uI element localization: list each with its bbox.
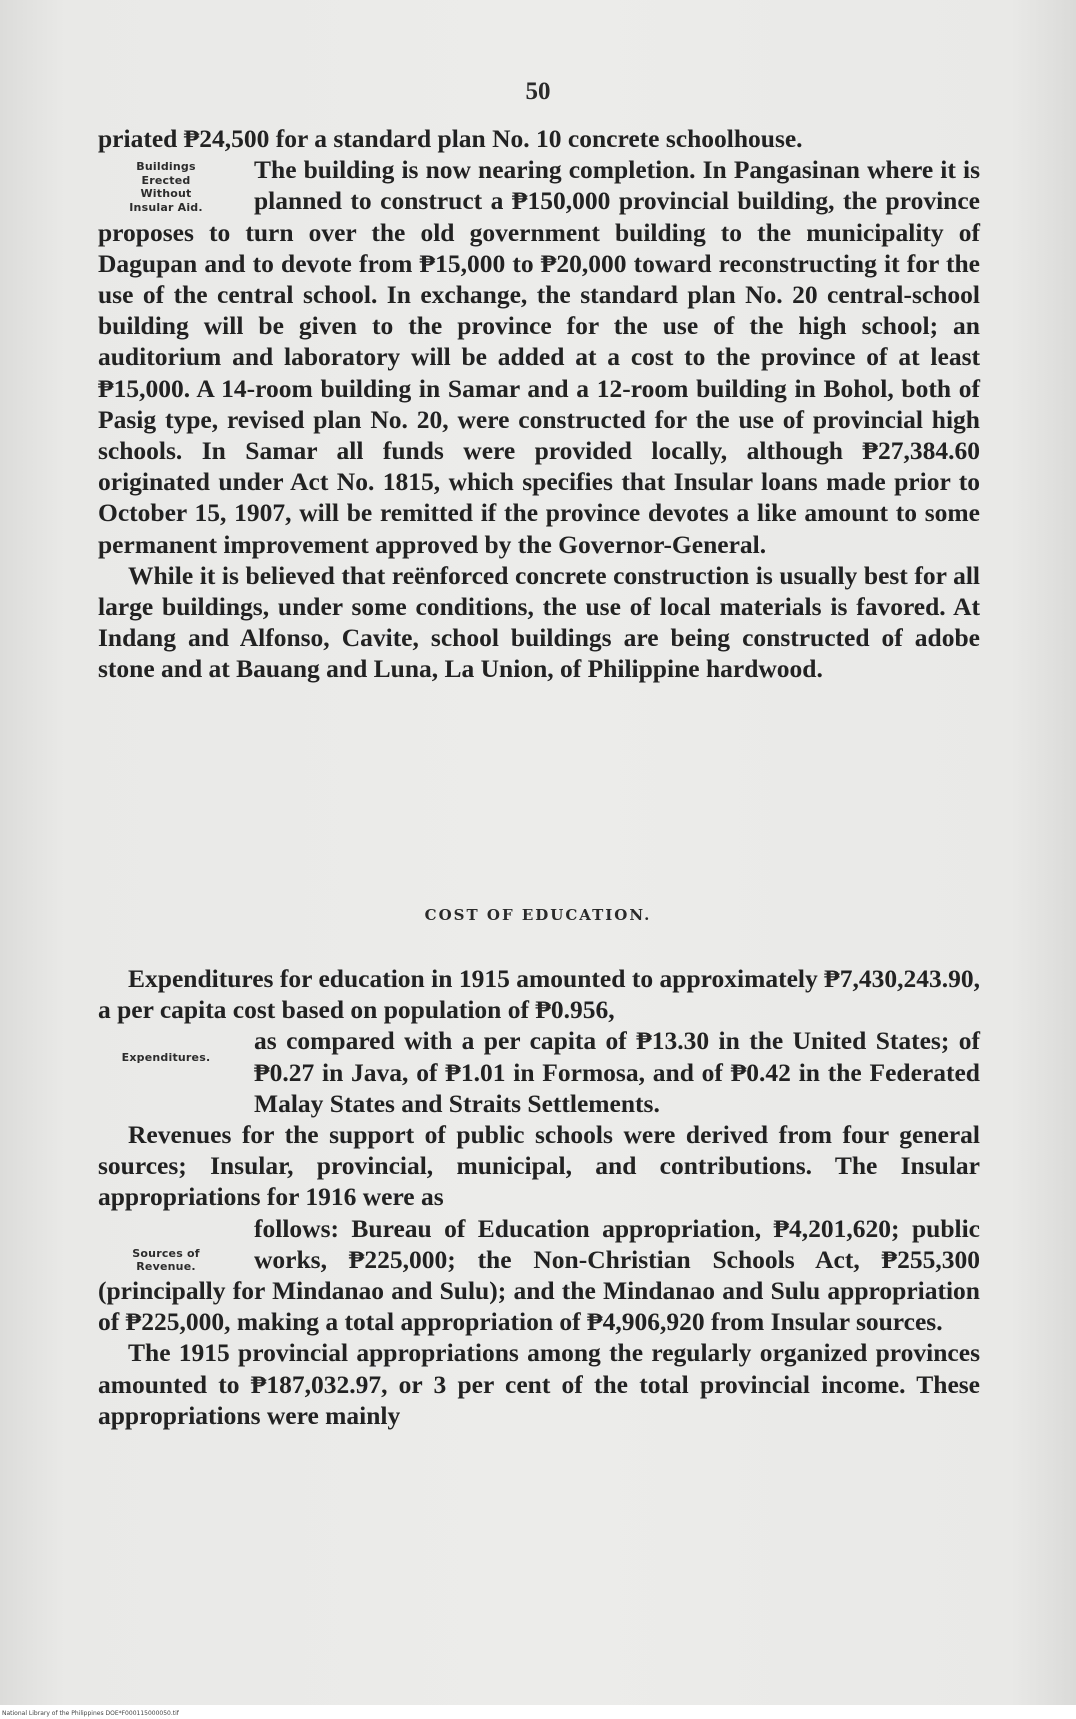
margin-note-buildings: Buildings Erected Without Insular Aid.: [129, 160, 203, 214]
paragraph-expenditures-lead: Expenditures for education in 1915 amounted to approximately ₱7,430,243.90, a per capita cost based on population of ₱0.956,: [98, 964, 980, 1025]
paragraph-materials: While it is believed that reënforced concrete construction is usually best for all large buildings, under some conditions, the use of local materials is favored. At Indang and Alfonso, Cavite, school buildings are being constructed of adobe stone and at Bauang and Luna, La Union, of Philippine hardwood.: [98, 560, 980, 684]
margin-note-revenue: Sources of Revenue.: [132, 1246, 200, 1274]
opening-line: priated ₱24,500 for a standard plan No. 10 concrete schoolhouse.: [98, 124, 803, 153]
text-section-cost: [98, 963, 980, 1431]
footer-caption: National Library of the Philippines DOE*F000115000050.tif: [2, 1710, 179, 1717]
page-number: 50: [525, 78, 551, 105]
paragraph-expenditures-rest: as compared with a per capita of ₱13.30 in the United States; of ₱0.27 in Java, of ₱1.01 in Formosa, and of ₱0.42 in the Federated Malay States and Straits Settlements.: [254, 1026, 980, 1118]
section-heading: COST OF EDUCATION.: [424, 906, 652, 924]
paragraph-revenues-rest: follows: Bureau of Education appropriation, ₱4,201,620; public works, ₱225,000; the Non-Christian Schools Act, ₱255,300 (principally for Mindanao and Sulu); and the Mindanao and Sulu appropriation of ₱225,000, making a total appropriation of ₱4,906,920 from Insular sources.: [98, 1213, 980, 1337]
text-section-buildings: [98, 123, 980, 685]
paragraph-revenues-lead: Revenues for the support of public schools were derived from four general sources; Insular, provincial, municipal, and contributions. The Insular appropriations for 1916 were as: [98, 1120, 980, 1212]
margin-note-expenditures: Expenditures.: [121, 1051, 211, 1065]
paragraph-provincial: The 1915 provincial appropriations among the regularly organized provinces amounted to ₱187,032.97, or 3 per cent of the total provincial income. These appropriations were mainly: [98, 1338, 980, 1430]
footer-strip: [0, 1705, 1076, 1719]
paragraph-buildings: The building is now nearing completion. In Pangasinan where it is planned to construct a ₱150,000 provincial building, the province proposes to turn over the old government building to the municipality of Dagupan and to devote from ₱15,000 to ₱20,000 toward reconstructing it for the use of the central school. In exchange, the standard plan No. 20 central-school building will be given to the province for the use of the high school; an auditorium and laboratory will be added at a cost to the province of at least ₱15,000. A 14-room building in Samar and a 12-room building in Bohol, both of Pasig type, revised plan No. 20, were constructed for the use of provincial high schools. In Samar all funds were provided locally, although ₱27,384.60 originated under Act No. 1815, which specifies that Insular loans made prior to October 15, 1907, will be remitted if the province devotes a like amount to some permanent improvement approved by the Governor-General.: [98, 155, 980, 559]
